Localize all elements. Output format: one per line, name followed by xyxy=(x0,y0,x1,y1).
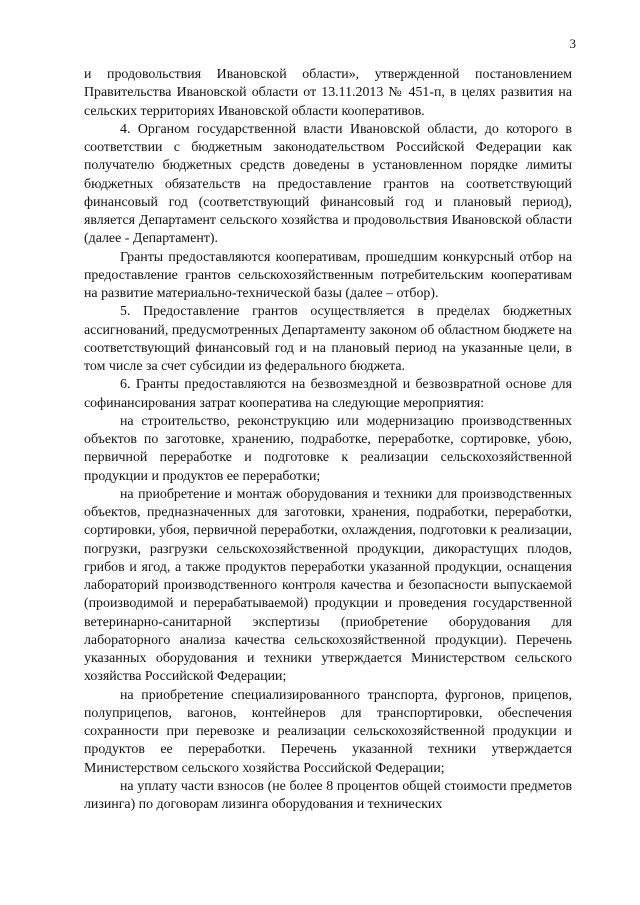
paragraph-5: 5. Предоставление грантов осуществляется в пределах бюджетных ассигнований, предусмотренных Департаменту законом об областном бюджете на соответствующий финансовый год и на плановый период на указанные цели, в том числе за счет субсидии из федерального бюджета. xyxy=(84,304,572,374)
document-body xyxy=(84,66,572,814)
paragraph-continuation: и продовольствия Ивановской области», утвержденной постановлением Правительства Ивановской области от 13.11.2013 № 451-п, в целях развития на сельских территориях Ивановской области кооперативов. xyxy=(84,67,572,119)
list-item-transport: на приобретение специализированного транспорта, фургонов, прицепов, полуприцепов, вагонов, контейнеров для транспортировки, обеспечения сохранности при перевозке и реализации сельскохозяйственной продукции и продуктов ее переработки. Перечень указанной техники утверждается Министерством сельского хозяйства Российской Федерации; xyxy=(84,687,572,776)
page-number: 3 xyxy=(569,36,576,51)
list-item-construction: на строительство, реконструкцию или модернизацию производственных объектов по заготовке, хранению, подработке, переработке, сортировке, убою, первичной переработке и подготовке к реализации сельскохозяйственной продукции и продуктов ее переработки; xyxy=(84,413,572,484)
list-item-equipment: на приобретение и монтаж оборудования и техники для производственных объектов, предназначенных для заготовки, хранения, подработки, переработки, сортировки, убоя, первичной переработки, охлаждения, подготовки к реализации, погрузки, разгрузки сельскохозяйственной продукции, дикорастущих плодов, грибов и ягод, а также продуктов переработки указанной продукции, оснащения лабораторий производственного контроля качества и безопасности выпускаемой (производимой и перерабатываемой) продукции и проведения государственной ветеринарно-санитарной экспертизы (приобретение оборудования для лабораторного анализа качества сельскохозяйственной продукции). Перечень указанных оборудования и техники утверждается Министерством сельского хозяйства Российской Федерации; xyxy=(84,486,572,685)
paragraph-grants-selection: Гранты предоставляются кооперативам, прошедшим конкурсный отбор на предоставление грантов сельскохозяйственным потребительским кооперативам на развитие материально-технической базы (далее – отбор). xyxy=(84,249,572,301)
paragraph-6: 6. Гранты предоставляются на безвозмездной и безвозвратной основе для софинансирования затрат кооператива на следующие мероприятия: xyxy=(84,377,572,411)
paragraph-4: 4. Органом государственной власти Ивановской области, до которого в соответствии с бюджетным законодательством Российской Федерации как получателю бюджетных средств доведены в установленном порядке лимиты бюджетных обязательств на предоставление грантов на соответствующий финансовый год (соответствующий финансовый год и плановый период), является Департамент сельского хозяйства и продовольствия Ивановской области (далее - Департамент). xyxy=(84,121,572,247)
list-item-leasing: на уплату части взносов (не более 8 процентов общей стоимости предметов лизинга) по договорам лизинга оборудования и технических xyxy=(84,778,572,812)
